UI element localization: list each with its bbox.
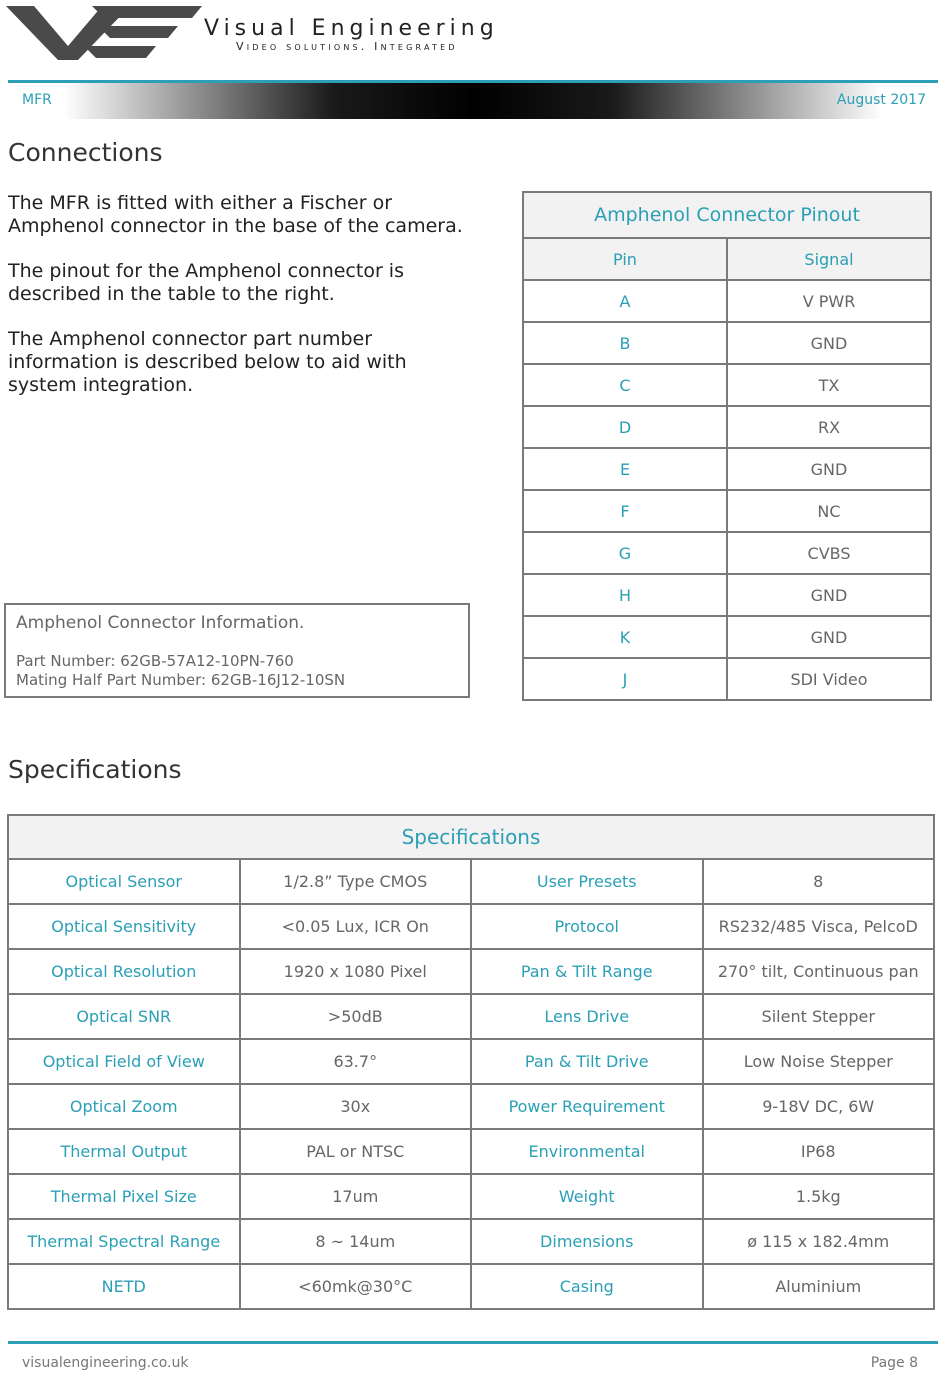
pin-cell: C (523, 364, 727, 406)
spec-caption: Specifications (8, 815, 934, 859)
pin-cell: D (523, 406, 727, 448)
signal-cell: GND (727, 616, 931, 658)
spec-value: IP68 (703, 1129, 935, 1174)
spec-value: 8 (703, 859, 935, 904)
company-logo (6, 2, 202, 64)
footer-website: visualengineering.co.uk (22, 1355, 189, 1371)
pinout-row (523, 406, 931, 448)
signal-cell: TX (727, 364, 931, 406)
part-number: Part Number: 62GB-57A12-10PN-760 (16, 652, 294, 670)
pinout-row (523, 322, 931, 364)
spec-row (8, 859, 934, 904)
document-date: August 2017 (836, 92, 926, 108)
spec-label: User Presets (471, 859, 703, 904)
spec-label: Pan & Tilt Range (471, 949, 703, 994)
spec-label: Thermal Pixel Size (8, 1174, 240, 1219)
specifications-table (7, 814, 935, 1310)
spec-row (8, 904, 934, 949)
spec-value: <0.05 Lux, ICR On (240, 904, 472, 949)
spec-label: Weight (471, 1174, 703, 1219)
signal-cell: GND (727, 574, 931, 616)
pinout-caption-row (523, 192, 931, 238)
signal-column-header: Signal (727, 238, 931, 280)
pin-cell: A (523, 280, 727, 322)
spec-value: Aluminium (703, 1264, 935, 1309)
connections-heading: Connections (8, 138, 163, 167)
signal-cell: GND (727, 448, 931, 490)
signal-cell: RX (727, 406, 931, 448)
pin-cell: G (523, 532, 727, 574)
mating-part-number: Mating Half Part Number: 62GB-16J12-10SN (16, 671, 346, 689)
spec-value: 9-18V DC, 6W (703, 1084, 935, 1129)
spec-label: Optical SNR (8, 994, 240, 1039)
spec-label: Thermal Spectral Range (8, 1219, 240, 1264)
spec-label: Environmental (471, 1129, 703, 1174)
pin-column-header: Pin (523, 238, 727, 280)
spec-value: 1/2.8” Type CMOS (240, 859, 472, 904)
pinout-row (523, 574, 931, 616)
footer-page-number: Page 8 (870, 1355, 918, 1371)
spec-row (8, 1039, 934, 1084)
spec-label: Optical Sensor (8, 859, 240, 904)
info-box-title: Amphenol Connector Information. (16, 613, 305, 633)
pin-cell: F (523, 490, 727, 532)
pinout-caption: Amphenol Connector Pinout (523, 192, 931, 238)
pinout-table (522, 191, 932, 701)
spec-label: Protocol (471, 904, 703, 949)
document-name: MFR (22, 92, 52, 108)
brand-name: Visual Engineering (204, 16, 499, 41)
spec-value: 8 ~ 14um (240, 1219, 472, 1264)
spec-value: 1.5kg (703, 1174, 935, 1219)
spec-label: Lens Drive (471, 994, 703, 1039)
spec-label: Pan & Tilt Drive (471, 1039, 703, 1084)
signal-cell: CVBS (727, 532, 931, 574)
spec-value: PAL or NTSC (240, 1129, 472, 1174)
pinout-row (523, 448, 931, 490)
spec-label: Dimensions (471, 1219, 703, 1264)
spec-label: NETD (8, 1264, 240, 1309)
spec-row (8, 1174, 934, 1219)
spec-label: Optical Sensitivity (8, 904, 240, 949)
spec-caption-row (8, 815, 934, 859)
spec-label: Optical Zoom (8, 1084, 240, 1129)
header-band (8, 83, 938, 119)
pinout-row (523, 280, 931, 322)
signal-cell: GND (727, 322, 931, 364)
pinout-row (523, 532, 931, 574)
pin-cell: B (523, 322, 727, 364)
spec-value: >50dB (240, 994, 472, 1039)
spec-value: 63.7° (240, 1039, 472, 1084)
pin-cell: E (523, 448, 727, 490)
spec-row (8, 1219, 934, 1264)
spec-label: Thermal Output (8, 1129, 240, 1174)
connections-intro (8, 192, 478, 419)
pin-cell: K (523, 616, 727, 658)
pin-cell: J (523, 658, 727, 700)
spec-row (8, 994, 934, 1039)
spec-row (8, 1084, 934, 1129)
brand-tagline: Video solutions. Integrated (236, 40, 458, 53)
pinout-row (523, 616, 931, 658)
pinout-header-row (523, 238, 931, 280)
spec-label: Optical Field of View (8, 1039, 240, 1084)
spec-value: ø 115 x 182.4mm (703, 1219, 935, 1264)
signal-cell: NC (727, 490, 931, 532)
specifications-heading: Specifications (8, 755, 182, 784)
connector-info-box (4, 603, 470, 698)
spec-row (8, 1264, 934, 1309)
spec-value: 17um (240, 1174, 472, 1219)
intro-paragraph: The MFR is fitted with either a Fischer or Amphenol connector in the base of the camera. (8, 192, 463, 237)
spec-value: Low Noise Stepper (703, 1039, 935, 1084)
spec-value: <60mk@30°C (240, 1264, 472, 1309)
spec-value: 30x (240, 1084, 472, 1129)
spec-value: 270° tilt, Continuous pan (703, 949, 935, 994)
signal-cell: V PWR (727, 280, 931, 322)
spec-row (8, 949, 934, 994)
spec-label: Casing (471, 1264, 703, 1309)
intro-paragraph: The Amphenol connector part number information is described below to aid with system integration. (8, 328, 407, 396)
pinout-row (523, 490, 931, 532)
pin-cell: H (523, 574, 727, 616)
spec-row (8, 1129, 934, 1174)
spec-label: Optical Resolution (8, 949, 240, 994)
spec-label: Power Requirement (471, 1084, 703, 1129)
spec-value: Silent Stepper (703, 994, 935, 1039)
spec-value: 1920 x 1080 Pixel (240, 949, 472, 994)
spec-value: RS232/485 Visca, PelcoD (703, 904, 935, 949)
signal-cell: SDI Video (727, 658, 931, 700)
intro-paragraph: The pinout for the Amphenol connector is described in the table to the right. (8, 260, 404, 305)
pinout-row (523, 658, 931, 700)
pinout-row (523, 364, 931, 406)
footer-rule (8, 1341, 938, 1344)
